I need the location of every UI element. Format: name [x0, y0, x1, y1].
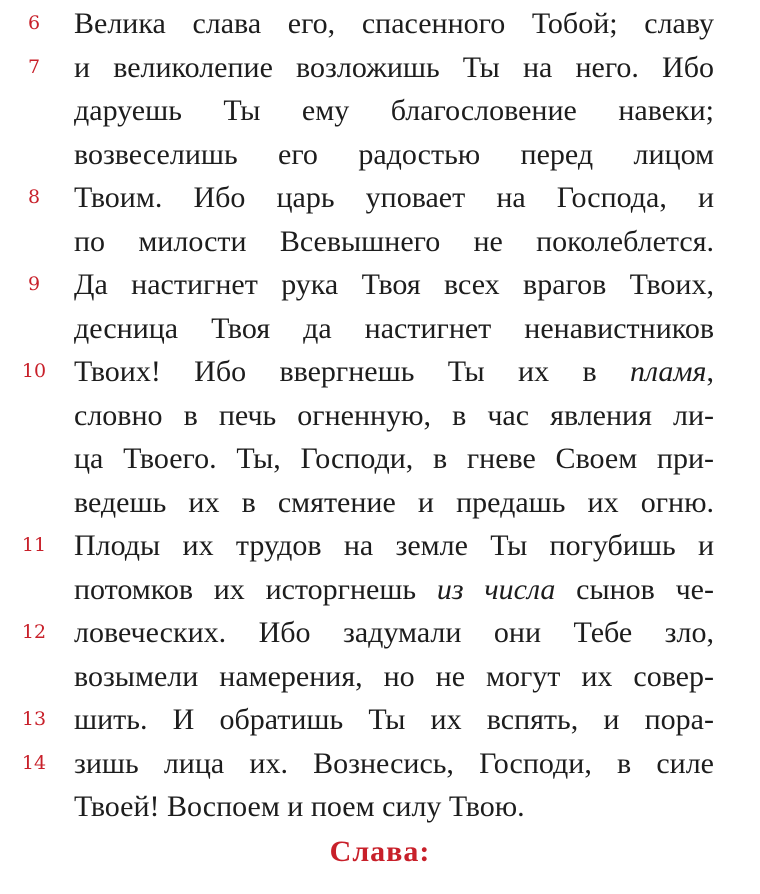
line-text	[74, 483, 714, 523]
text-segment: сынов че-	[555, 572, 714, 606]
text-line	[0, 439, 760, 483]
text-line	[0, 48, 760, 92]
line-text	[74, 4, 714, 44]
text-line	[0, 178, 760, 222]
text-line	[0, 613, 760, 657]
text-line	[0, 4, 760, 48]
text-segment: десница Твоя да настигнет ненавистников	[74, 311, 714, 345]
verse-number: 8	[27, 186, 41, 208]
text-segment: Твоей! Воспоем и поем силу Твою.	[74, 790, 525, 823]
line-text	[74, 222, 714, 262]
text-segment: Велика слава его, спасенного Тобой; славу	[74, 7, 714, 40]
text-line	[0, 787, 760, 831]
line-text	[74, 657, 714, 697]
text-segment: Твоих! Ибо ввергнешь Ты их в	[74, 355, 630, 388]
text-segment: и великолепие возложишь Ты на него. Ибо	[74, 50, 714, 84]
line-text	[74, 439, 714, 479]
text-segment: Твоим. Ибо царь уповает на Господа, и	[74, 181, 714, 214]
verse-number: 11	[21, 534, 47, 556]
line-text	[74, 744, 714, 784]
line-text	[74, 570, 714, 610]
verse-number: 7	[27, 55, 41, 78]
verse-number: 12	[21, 621, 47, 643]
text-line	[0, 526, 760, 570]
text-segment: словно в печь огненную, в час явления ли-	[74, 398, 714, 432]
text-line	[0, 744, 760, 788]
text-line	[0, 222, 760, 266]
text-line	[0, 396, 760, 440]
text-line	[0, 265, 760, 309]
line-text	[74, 613, 714, 653]
line-text	[74, 352, 714, 392]
text-line	[0, 309, 760, 353]
verse-number: 10	[21, 360, 47, 382]
text-line	[0, 700, 760, 744]
slava-heading: Слава:	[329, 835, 431, 868]
line-text	[74, 396, 714, 436]
line-text	[74, 787, 714, 827]
text-line	[0, 657, 760, 701]
text-segment: возымели намерения, но не могут их совер-	[74, 659, 714, 693]
text-segment: шить. И обратишь Ты их вспять, и пора-	[74, 703, 714, 736]
verse-number: 9	[27, 273, 41, 295]
text-segment: зишь лица их. Вознесись, Господи, в силе	[74, 746, 714, 780]
line-text	[74, 91, 714, 131]
line-text	[74, 526, 714, 566]
verse-number: 6	[27, 12, 41, 34]
line-text	[74, 178, 714, 218]
text-segment: потомков их исторгнешь	[74, 572, 437, 606]
verse-number: 13	[21, 708, 47, 730]
line-text	[74, 265, 714, 305]
text-segment: по милости Всевышнего не поколеблется.	[74, 224, 714, 258]
text-segment: ца Твоего. Ты, Господи, в гневе Своем при-	[74, 442, 714, 475]
text-segment: ,	[706, 355, 714, 388]
line-text	[74, 48, 714, 88]
line-text	[74, 309, 714, 349]
text-segment: ловеческих. Ибо задумали они Тебе зло,	[74, 616, 714, 649]
text-line	[0, 135, 760, 179]
italic-insertion: пламя	[629, 355, 707, 388]
italic-insertion: из числа	[436, 572, 556, 606]
text-line	[0, 570, 760, 614]
text-line	[0, 91, 760, 135]
text-segment: возвеселишь его радостью перед лицом	[74, 137, 714, 171]
line-text	[74, 700, 714, 740]
verse-number: 14	[21, 751, 47, 774]
text-line	[0, 352, 760, 396]
text-segment: даруешь Ты ему благословение навеки;	[74, 94, 714, 127]
text-segment: ведешь их в смятение и предашь их огню.	[74, 485, 714, 519]
text-segment: Да настигнет рука Твоя всех врагов Твоих,	[74, 268, 714, 301]
text-segment: Плоды их трудов на земле Ты погубишь и	[74, 529, 714, 562]
text-line	[0, 483, 760, 527]
line-text	[74, 135, 714, 175]
